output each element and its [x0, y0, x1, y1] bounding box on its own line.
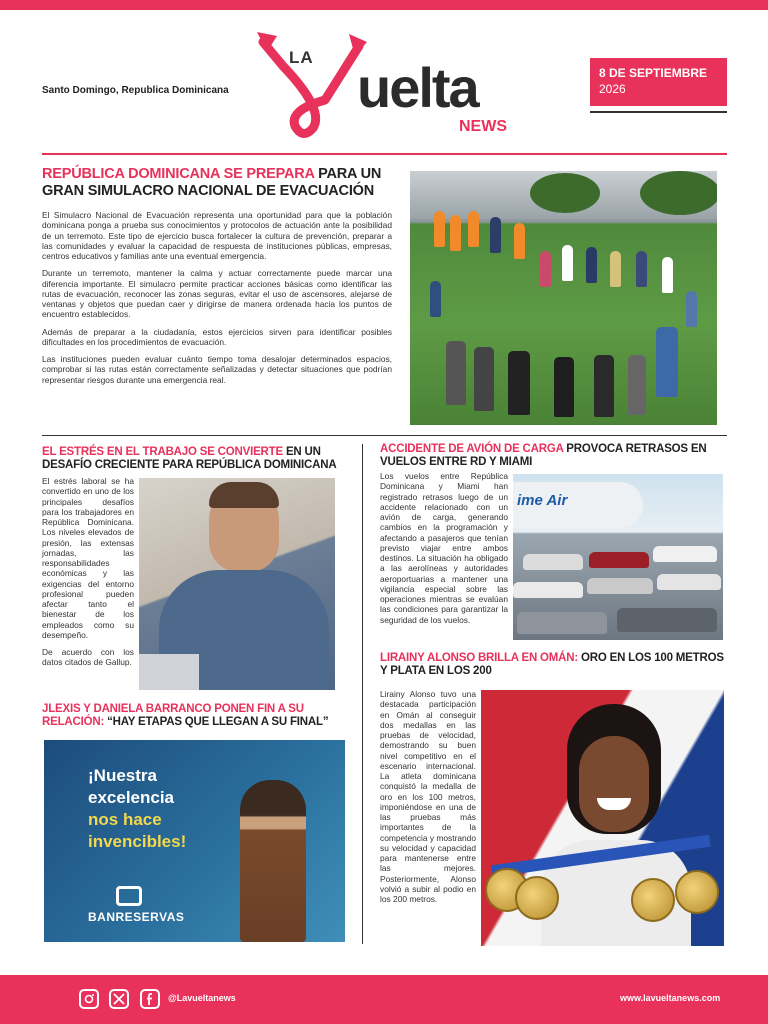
- column-divider: [362, 444, 363, 944]
- x-icon[interactable]: [109, 989, 129, 1009]
- parked-car: [513, 582, 583, 598]
- social-handle[interactable]: @Lavueltanews: [168, 993, 236, 1003]
- photo-person: [468, 211, 479, 247]
- website-link[interactable]: www.lavueltanews.com: [620, 993, 721, 1003]
- photo-person: [636, 251, 647, 287]
- issue-date-day: 8 DE SEPTIEMBRE: [599, 66, 708, 80]
- photo-person: [594, 355, 614, 417]
- photo-person: [446, 341, 466, 405]
- logo-uelta-text: uelta: [357, 56, 478, 119]
- stress-story-paragraph: De acuerdo con los datos citados de Gallup.: [42, 647, 134, 668]
- main-story-paragraph: Durante un terremoto, mantener la calma y actuar correctamente puede marcar una diferencia importante. El simulacro permite practicar acciones básicas como identificar las rutas de evacuación, reconocer las zonas seguras, evitar el uso de ascensores, alejarse de ventanas y objetos que puedan caer y dirigirse de manera ordenada hacia los puntos de encuentro establecidos.: [42, 268, 392, 320]
- photo-person: [554, 357, 574, 417]
- main-story-body: [42, 210, 392, 392]
- photo-person: [430, 281, 441, 317]
- logo-news-text: NEWS: [459, 118, 507, 135]
- photo-person: [628, 355, 646, 415]
- stress-story-headline-red: EL ESTRÉS EN EL TRABAJO SE CONVIERTE: [42, 446, 283, 458]
- parked-car: [653, 546, 717, 562]
- top-accent-bar: [0, 0, 768, 10]
- photo-person: [450, 215, 461, 251]
- ad-headline-line: nos hace: [88, 810, 162, 829]
- photo-person: [434, 211, 445, 247]
- logo-la-text: LA: [289, 48, 314, 67]
- date-underline-divider: [590, 111, 727, 113]
- ad-headline-line: ¡Nuestra: [88, 766, 157, 785]
- photo-person: [540, 251, 551, 287]
- dateline-location: Santo Domingo, Republica Dominicana: [42, 85, 229, 96]
- photo-person: [586, 247, 597, 283]
- cargo-plane-photo[interactable]: [513, 474, 723, 640]
- issue-date-year: 2026: [599, 82, 626, 96]
- banreservas-logo-icon: [116, 886, 142, 906]
- photo-person: [610, 251, 621, 287]
- jlexis-story-headline-red: JLEXIS Y DANIELA BARRANCO PONEN FIN A SU RELACIÓN:: [42, 703, 304, 729]
- photo-person: [662, 257, 673, 293]
- athlete-face: [579, 736, 649, 832]
- parked-car: [517, 612, 607, 634]
- athlete-story-headline-red: LIRAINY ALONSO BRILLA EN OMÁN:: [380, 652, 579, 664]
- ad-headline-line: invencibles!: [88, 832, 187, 851]
- photo-man-hair: [209, 482, 279, 508]
- parked-car: [617, 608, 717, 632]
- ad-brand-name: BANRESERVAS: [88, 910, 185, 924]
- athlete-story-body: Lirainy Alonso tuvo una destacada participación en Omán al conseguir dos medallas en las pruebas de velocidad, demostrando su buen nivel competitivo en el escenario internacional. La atleta dominicana conquistó la medalla de oro en los 100 metros, imponiéndose en una de las pruebas más importantes de la competencia y mostrando su velocidad y capacidad para mantenerse entre las mejores. Posteriormente, Alonso volvió a subir al podio en los 200 metros.: [380, 689, 476, 904]
- photo-laptop: [139, 654, 199, 690]
- photo-person: [656, 327, 678, 397]
- masthead-logo[interactable]: [255, 30, 530, 142]
- athlete-story-headline-dark: ORO EN LOS 100 METROS Y PLATA EN LOS 200: [380, 652, 724, 678]
- gold-medal-icon: [515, 876, 559, 920]
- main-story-headline-dark: PARA UN GRAN SIMULACRO NACIONAL DE EVACUACIÓN: [42, 166, 382, 199]
- plane-story-headline[interactable]: [380, 443, 725, 469]
- main-story-paragraph: Las instituciones pueden evaluar cuánto tiempo toma desalojar determinados espacios, comprobar si las rutas están correctamente señalizadas y detectar situaciones que podrían representar riesgos durante una emergencia real.: [42, 354, 392, 385]
- parked-car: [589, 552, 649, 568]
- facebook-glyph: [142, 991, 158, 1007]
- photo-person: [514, 223, 525, 259]
- photo-person: [508, 351, 530, 415]
- stress-story-body: [42, 476, 134, 675]
- ad-headline-line: excelencia: [88, 788, 175, 807]
- parked-car: [657, 574, 721, 590]
- photo-tree: [640, 171, 717, 215]
- photo-tree: [530, 173, 600, 213]
- plane-story-headline-dark: PROVOCA RETRASOS EN VUELOS ENTRE RD Y MIAMI: [380, 443, 707, 469]
- stress-story-paragraph: El estrés laboral se ha convertido en uno de los principales desafíos para los trabajadores en República Dominicana. Los niveles elevados de presión, las extensas jornadas, las responsabilidades económicas y las exigencias del entorno profesional pueden afectar tanto el bienestar de los empleados como su desempeño.: [42, 476, 134, 640]
- evacuation-drill-photo[interactable]: [410, 171, 717, 425]
- jlexis-story-headline[interactable]: [42, 703, 342, 729]
- footer-bar: [0, 975, 768, 1024]
- stressed-worker-photo[interactable]: [139, 478, 335, 690]
- parked-car: [587, 578, 653, 594]
- gold-medal-icon: [675, 870, 719, 914]
- masthead-divider: [42, 153, 727, 155]
- photo-person: [474, 347, 494, 411]
- main-story-headline[interactable]: [42, 166, 397, 199]
- instagram-glyph: [81, 991, 97, 1007]
- plane-story-body: Los vuelos entre República Dominicana y Miami han registrado retrasos luego de un accidente relacionado con un avión de carga, generando cambios en la programación y afectando a pasajeros que tenían previsto viajar entre ambos destinos. La situación ha obligado a las aerolíneas y autoridades aeroportuarias a mantener una vigilancia especial sobre las operaciones mientras se evalúan las condiciones para garantizar la seguridad de los vuelos.: [380, 471, 508, 625]
- gold-medal-icon: [631, 878, 675, 922]
- facebook-icon[interactable]: [140, 989, 160, 1009]
- main-story-headline-red: REPÚBLICA DOMINICANA SE PREPARA: [42, 166, 315, 182]
- main-story-paragraph: El Simulacro Nacional de Evacuación representa una oportunidad para que la población dominicana ponga a prueba sus conocimientos y protocolos de actuación ante la posibilidad de un terremoto. Este tipo de ejercicio busca fortalecer la cultura de prevención, preparar a las comunidades y evaluar la capacidad de respuesta de instituciones públicas, empresas, centros educativos y familias ante una eventual emergencia.: [42, 210, 392, 261]
- parked-car: [523, 554, 583, 570]
- issue-date-box: [590, 58, 727, 106]
- stress-story-headline-dark: EN UN DESAFÍO CRECIENTE PARA REPÚBLICA DOMINICANA: [42, 446, 337, 472]
- photo-person: [490, 217, 501, 253]
- instagram-icon[interactable]: [79, 989, 99, 1009]
- ad-model-figure: [240, 780, 306, 942]
- main-story-paragraph: Además de preparar a la ciudadanía, estos ejercicios sirven para identificar posibles dificultades en los procedimientos de evacuación.: [42, 326, 392, 347]
- athlete-medals-photo[interactable]: [481, 690, 724, 946]
- banreservas-advertisement[interactable]: [44, 740, 345, 942]
- stress-story-headline[interactable]: [42, 446, 342, 472]
- section-divider: [42, 435, 727, 436]
- plane-story-headline-red: ACCIDENTE DE AVIÓN DE CARGA: [380, 443, 564, 455]
- photo-person: [686, 291, 697, 327]
- plane-livery-text: ime Air: [517, 492, 568, 509]
- photo-person: [562, 245, 573, 281]
- athlete-story-headline[interactable]: [380, 652, 725, 678]
- jlexis-story-headline-dark: “HAY ETAPAS QUE LLEGAN A SU FINAL”: [104, 716, 329, 729]
- x-glyph: [111, 991, 127, 1007]
